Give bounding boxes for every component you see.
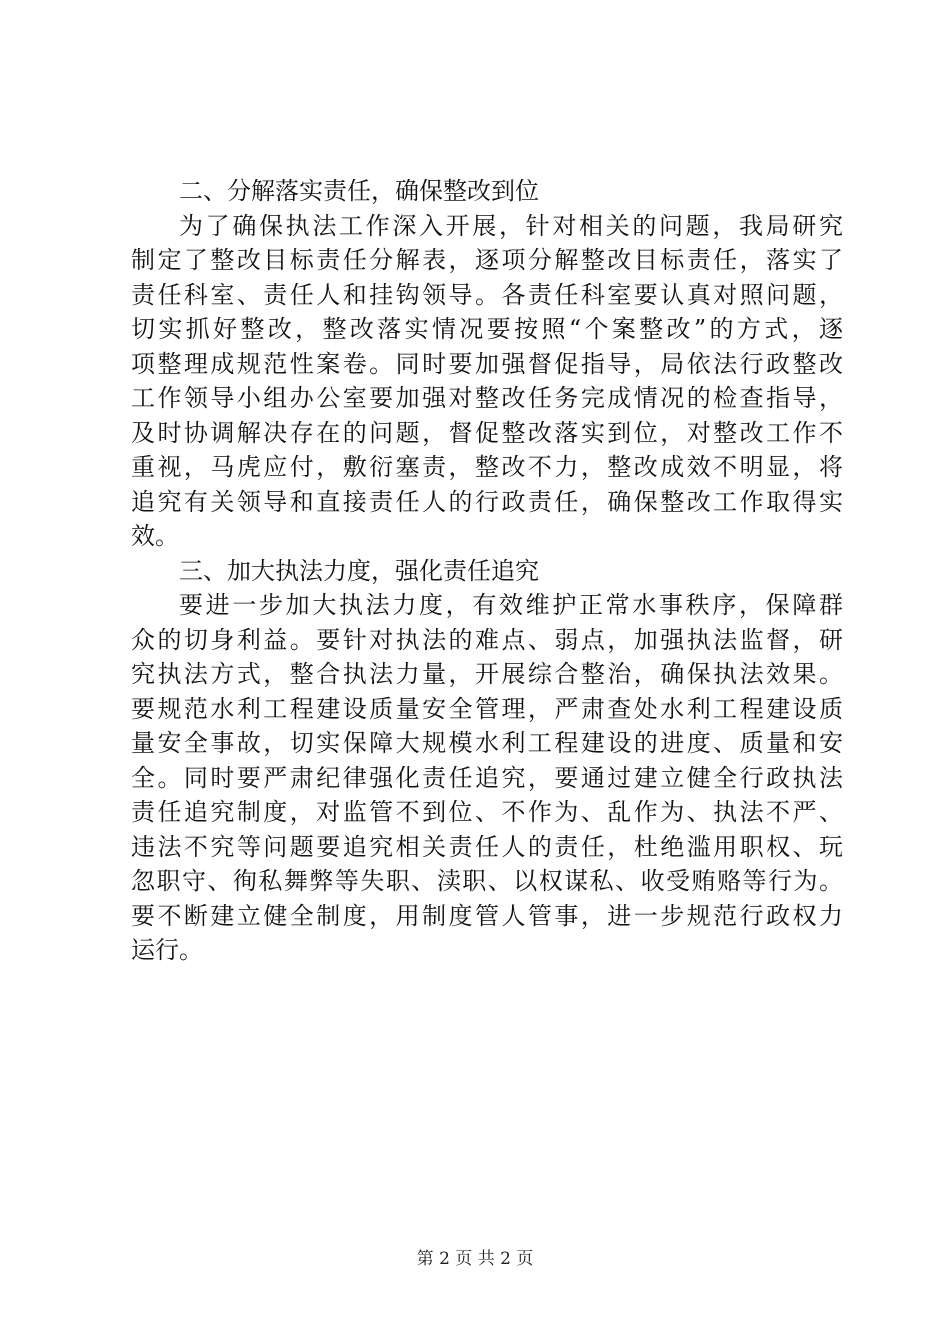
paragraph-line: 效。 (131, 522, 179, 550)
paragraph-line: 责任追究制度，对监管不到位、不作为、乱作为、执法不严、 (131, 798, 843, 826)
paragraph-line: 究执法方式，整合执法力量，开展综合整治，确保执法效果。 (131, 660, 843, 688)
paragraph-line: 切实抓好整改，整改落实情况要按照“个案整改”的方式，逐 (131, 315, 843, 343)
paragraph-line: 为了确保执法工作深入开展，针对相关的问题，我局研究 (179, 211, 843, 240)
paragraph-line: 忽职守、徇私舞弊等失职、渎职、以权谋私、收受贿赂等行为。 (131, 867, 843, 895)
paragraph-line: 要进一步加大执法力度，有效维护正常水事秩序，保障群 (179, 591, 843, 619)
paragraph-line: 工作领导小组办公室要加强对整改任务完成情况的检查指导， (131, 384, 843, 412)
paragraph-line: 运行。 (131, 936, 203, 964)
paragraph-line: 项整理成规范性案卷。同时要加强督促指导，局依法行政整改 (131, 349, 843, 378)
paragraph-line: 量安全事故，切实保障大规模水利工程建设的进度、质量和安 (131, 729, 843, 757)
document-body (131, 174, 843, 968)
paragraph-line: 要不断建立健全制度，用制度管人管事，进一步规范行政权力 (131, 901, 843, 930)
paragraph-line: 众的切身利益。要针对执法的难点、弱点，加强执法监督，研 (131, 625, 843, 654)
paragraph-line: 制定了整改目标责任分解表，逐项分解整改目标责任，落实了 (131, 246, 843, 274)
section-heading: 二、分解落实责任，确保整改到位 (179, 177, 539, 205)
paragraph-line: 违法不究等问题要追究相关责任人的责任，杜绝滥用职权、玩 (131, 832, 843, 861)
paragraph-line: 追究有关领导和直接责任人的行政责任，确保整改工作取得实 (131, 487, 843, 516)
paragraph-line: 重视，马虎应付，敷衍塞责，整改不力，整改成效不明显，将 (131, 453, 843, 481)
section-heading: 三、加大执法力度，强化责任追究 (179, 556, 539, 585)
paragraph-line: 责任科室、责任人和挂钩领导。各责任科室要认真对照问题， (131, 280, 843, 309)
paragraph-line: 全。同时要严肃纪律强化责任追究，要通过建立健全行政执法 (131, 763, 843, 792)
paragraph-line: 及时协调解决存在的问题，督促整改落实到位，对整改工作不 (131, 418, 843, 447)
page-footer: 第 2 页 共 2 页 (416, 1249, 534, 1269)
paragraph-line: 要规范水利工程建设质量安全管理，严肃查处水利工程建设质 (131, 694, 843, 723)
